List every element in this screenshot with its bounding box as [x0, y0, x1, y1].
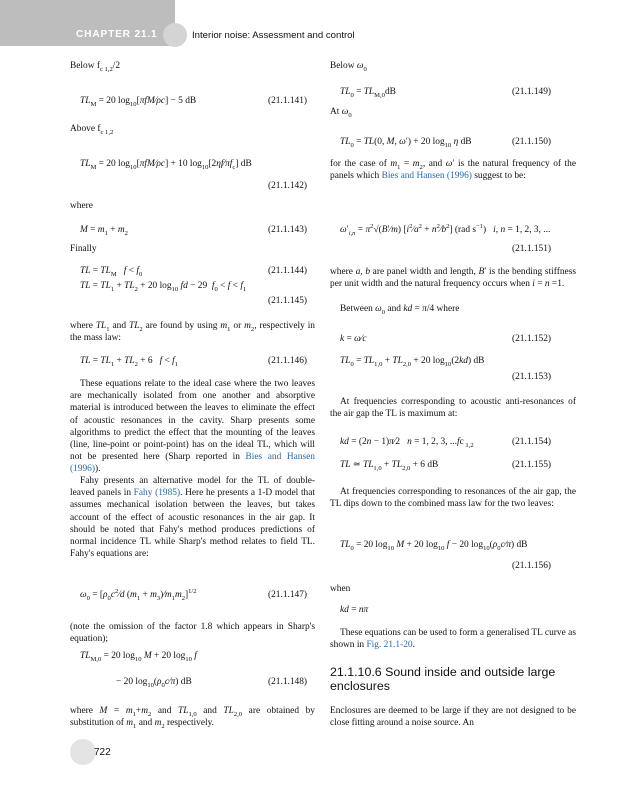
paragraph-substitution: where $M = m_1+m_2$ and $TL_{1,0}$ and $TL_{2,0}$ are obtained by substitution of $m_1$ and $m_2$ respectively.: [70, 706, 315, 731]
equation-number: (21.1.147): [268, 590, 308, 600]
paragraph-between: Between $\omega_0$ and kd = π/4 where: [340, 304, 460, 316]
chapter-tab: [0, 0, 175, 46]
paragraph-generalised-curve: These equations can be used to form a generalised TL curve as shown in Fig. 21.1-20.: [330, 628, 576, 651]
header-tab-marker: [163, 23, 187, 47]
equation-number: (21.1.150): [512, 137, 552, 147]
paragraph-fahy-model: Fahy presents an alternative model for the TL of double-leaved panels in Fahy (1985). Here he presents a 1-D model that assumes mechanical isolation between the leaves, but takes account of the effect of acoustic resonances in the air gap. It should be noted that Fahy's method produces predictions of normal incidence TL while Sharp's method relates to field TL. Fahy's equations are:: [70, 476, 316, 560]
paragraph-anti-resonances: At frequencies corresponding to acoustic anti-resonances of the air gap the TL is maximum at:: [330, 397, 576, 420]
finally-label: Finally: [70, 244, 97, 254]
paragraph-ideal-case: These equations relate to the ideal case where the two leaves are mechanically isolated from one another and absorptive material is introduced between the leaves to eliminate the effect of acoustic resonances in the cavity. Sharp presents some algorithms to predict the effect that the mounting of the leaves (line, line-point or point-point) has on the ideal TL, which will not be presented here (Sharp reported in Bies and Hansen (1996)).: [70, 379, 315, 475]
running-header: [0, 0, 626, 46]
paragraph-panel-dimensions: where a, b are panel width and length, B′ is the bending stiffness per unit width and the natural frequency occurs when i = n =1.: [330, 267, 576, 290]
equation-number: (21.1.146): [268, 356, 308, 366]
equation-number: (21.1.151): [512, 244, 552, 254]
equation-21-1-151: $\omega'_{i,n}$ = $\pi^2√(B'⁄m)$ [$i^2⁄a^2$ + $n^2⁄b^2$] (rad $s^{-1}$) i, n = 1, 2, 3, ...: [340, 222, 551, 237]
equation-number: (21.1.154): [512, 437, 552, 447]
chapter-title: Interior noise: Assessment and control: [192, 30, 355, 41]
equation-number: (21.1.152): [512, 334, 552, 344]
equation-21-1-154: kd = (2n − 1)π⁄2 n = 1, 2, 3, ...fc $_{1,2}$: [340, 437, 474, 449]
equation-number: (21.1.143): [268, 225, 308, 235]
equation-number: (21.1.156): [512, 561, 552, 571]
equation-21-1-149: $TL_0 = TL_{M,0}dB$: [340, 87, 396, 99]
equation-number: (21.1.148): [268, 677, 308, 687]
equation-kd-n-pi: kd = nπ: [340, 605, 369, 615]
equation-number: (21.1.141): [268, 96, 308, 106]
equation-21-1-146: TL = $TL_1 + TL_2 + 6$ $f < f_1$: [80, 356, 179, 368]
condition-at-w0: At $\omega_0$: [330, 107, 352, 119]
equation-21-1-153: $TL_0 = TL_{1,0} + TL_{2,0} + 20$ $\log_{10}(2kd)$ dB: [340, 356, 485, 368]
folio-marker: [70, 739, 96, 765]
equation-21-1-155: TL ≃ $TL_{1,0} + TL_{2,0} + 6$ dB: [340, 460, 439, 472]
equation-21-1-152: k = ω⁄c: [340, 334, 367, 344]
equation-21-1-143: $M = m_1 + m_2$: [80, 225, 128, 237]
equation-21-1-141: $TL_M = 20$ $\log_{10}[\pi fM⁄\rho c] - 5$ dB: [80, 96, 197, 108]
chapter-label: CHAPTER 21.1: [76, 29, 158, 40]
equation-21-1-145: TL = $TL_1 + TL_2 + 20$ $\log_{10}$ fd − 29 $f_0 < f < f_1$: [80, 281, 247, 293]
when-label: when: [330, 584, 351, 594]
where-label: where: [70, 201, 93, 211]
section-heading: 21.1.10.6 Sound inside and outside large enclosures: [330, 665, 556, 693]
paragraph-natural-frequency: for the case of $m_1 = m_2$, and ω′ is the natural frequency of the panels which Bies and Hansen (1996) suggest to be:: [330, 159, 576, 182]
equation-21-1-147: $\omega_0$ = [$\rho_0c^2⁄d$ ($m_1$ + $m_3)⁄m_1m_2]^{1/2}$: [80, 587, 197, 602]
equation-21-1-142: $TL_M = 20$ $\log_{10}[\pi fM⁄\rho c] + 10$ $\log_{10}[2\eta f⁄\pi f_c]$ dB: [80, 159, 252, 171]
condition-above-fc: Above $f_{c 1,2}$: [70, 124, 114, 136]
equation-number: (21.1.142): [268, 181, 308, 191]
equation-number: (21.1.155): [512, 460, 552, 470]
paragraph-enclosures: Enclosures are deemed to be large if they are not designed to be close fitting around a noise source. An: [330, 706, 576, 729]
paragraph-resonances: At frequencies corresponding to resonances of the air gap, the TL dips down to the combined mass law for the two leaves:: [330, 487, 576, 510]
page-number: 722: [94, 747, 111, 758]
paragraph-mass-law: where $TL_1$ and $TL_2$ are found by using $m_1$ or $m_2$, respectively in the mass law:: [70, 321, 315, 344]
equation-21-1-148-line2: − 20 $\log_{10}(\rho_0c⁄\pi)$ dB: [116, 677, 192, 689]
condition-below-fc: Below $f_{c 1,2}/2$: [70, 61, 121, 73]
equation-21-1-144: TL = $TL_M$ $f < f_0$: [80, 266, 143, 278]
equation-number: (21.1.149): [512, 87, 552, 97]
equation-number: (21.1.145): [268, 296, 308, 306]
paragraph-note: (note the omission of the factor 1.8 which appears in Sharp's equation);: [70, 622, 315, 645]
equation-21-1-156: $TL_0 = 20$ $\log_{10} M + 20$ $\log_{10} f - 20$ $\log_{10}(\rho_0c⁄\pi)$ dB: [340, 540, 528, 552]
equation-number: (21.1.153): [512, 372, 552, 382]
equation-number: (21.1.144): [268, 266, 308, 276]
condition-below-w0: Below $\omega_0$: [330, 61, 367, 73]
equation-21-1-148-line1: $TL_{M,0} = 20$ $\log_{10} M + 20$ $\log_{10} f$: [80, 651, 197, 663]
equation-21-1-150: $TL_0 = TL(0$, M, ω′) + 20 $\log_{10} \eta$ dB: [340, 137, 472, 149]
